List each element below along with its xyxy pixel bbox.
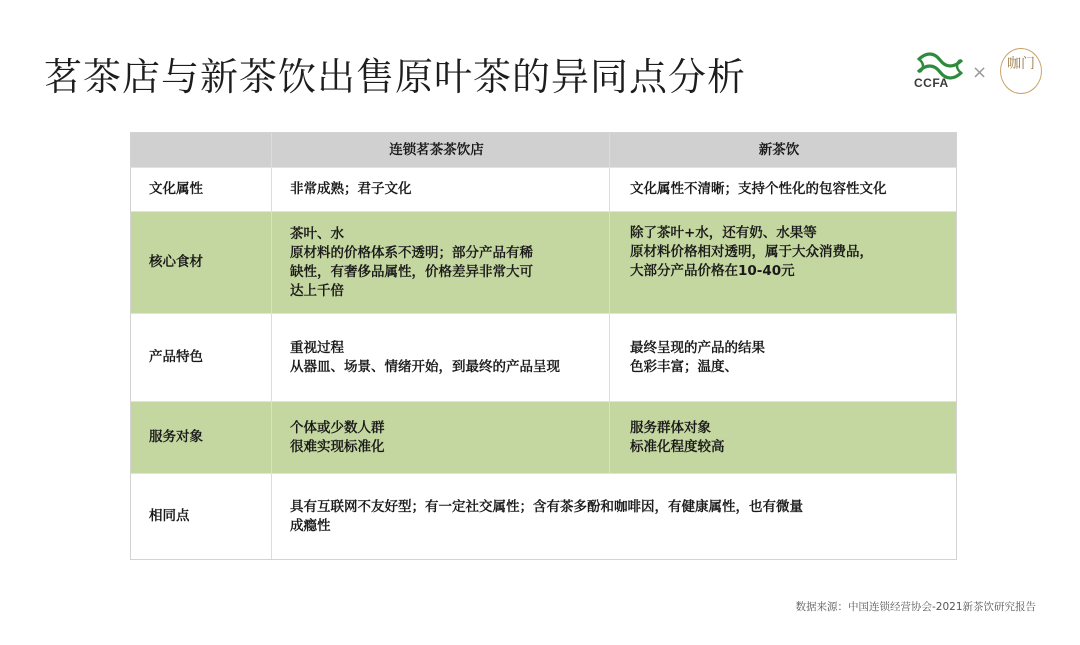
- row-label: 文化属性: [149, 181, 203, 197]
- cell-line: 达上千倍: [290, 282, 344, 299]
- header-cell-empty: [131, 133, 271, 167]
- cell-line: 缺性，有奢侈品属性，价格差异非常大可: [290, 263, 533, 280]
- row-label: 服务对象: [149, 429, 203, 445]
- cell-line: 成瘾性: [290, 517, 331, 534]
- cell-line: 原材料的价格体系不透明；部分产品有稀: [290, 244, 533, 261]
- logo-area: [912, 48, 1040, 98]
- cell-line: 从器皿、场景、情绪开始，到最终的产品呈现: [290, 358, 560, 375]
- row-label: 产品特色: [149, 349, 203, 365]
- kamen-logo-icon: [1000, 48, 1042, 94]
- cell-line: 非常成熟；君子文化: [290, 181, 412, 197]
- cell-line: 个体或少数人群: [290, 419, 385, 436]
- row-cell-merged: [271, 474, 956, 559]
- cell-line: 原材料价格相对透明，属于大众消费品，: [630, 244, 873, 260]
- row-cell-tea-shop: [271, 212, 609, 313]
- cell-line: 很难实现标准化: [290, 438, 385, 455]
- comparison-table: [130, 132, 957, 560]
- source-note: 数据来源：中国连锁经营协会-2021新茶饮研究报告: [795, 601, 1036, 613]
- table-row: [131, 211, 956, 313]
- cell-line: 色彩丰富；温度、: [630, 358, 738, 375]
- table-row: [131, 401, 956, 473]
- cell-line: 最终呈现的产品的结果: [630, 339, 765, 356]
- table-header-row: [131, 133, 956, 167]
- kamen-logo-text: 咖门: [1007, 56, 1035, 72]
- header-cell-new-tea: 新茶饮: [609, 133, 956, 167]
- row-cell-new-tea: [609, 314, 956, 401]
- cell-line: 重视过程: [290, 339, 344, 356]
- page-title: 茗茶店与新茶饮出售原叶茶的异同点分析: [44, 55, 747, 99]
- header-cell-tea-shop: 连锁茗茶茶饮店: [271, 133, 609, 167]
- ccfa-logo-text: CCFA: [914, 76, 949, 90]
- row-label: 核心食材: [149, 254, 203, 270]
- row-cell-new-tea: [609, 168, 956, 211]
- table-row: [131, 473, 956, 559]
- cell-line: 具有互联网不友好型；有一定社交属性；含有茶多酚和咖啡因，有健康属性，也有微量: [290, 498, 803, 515]
- row-cell-tea-shop: [271, 314, 609, 401]
- cell-line: 标准化程度较高: [630, 438, 725, 455]
- row-cell-tea-shop: [271, 168, 609, 211]
- row-cell-new-tea: [609, 212, 956, 313]
- table-row: [131, 313, 956, 401]
- logo-separator: ×: [972, 62, 988, 83]
- row-cell-tea-shop: [271, 402, 609, 473]
- cell-line: 大部分产品价格在10-40元: [630, 263, 795, 279]
- row-label: 相同点: [149, 508, 190, 524]
- cell-line: 茶叶、水: [290, 225, 344, 242]
- table-row: [131, 167, 956, 211]
- row-cell-new-tea: [609, 402, 956, 473]
- cell-line: 文化属性不清晰；支持个性化的包容性文化: [630, 181, 887, 197]
- cell-line: 除了茶叶+水，还有奶、水果等: [630, 225, 817, 241]
- cell-line: 服务群体对象: [630, 419, 711, 436]
